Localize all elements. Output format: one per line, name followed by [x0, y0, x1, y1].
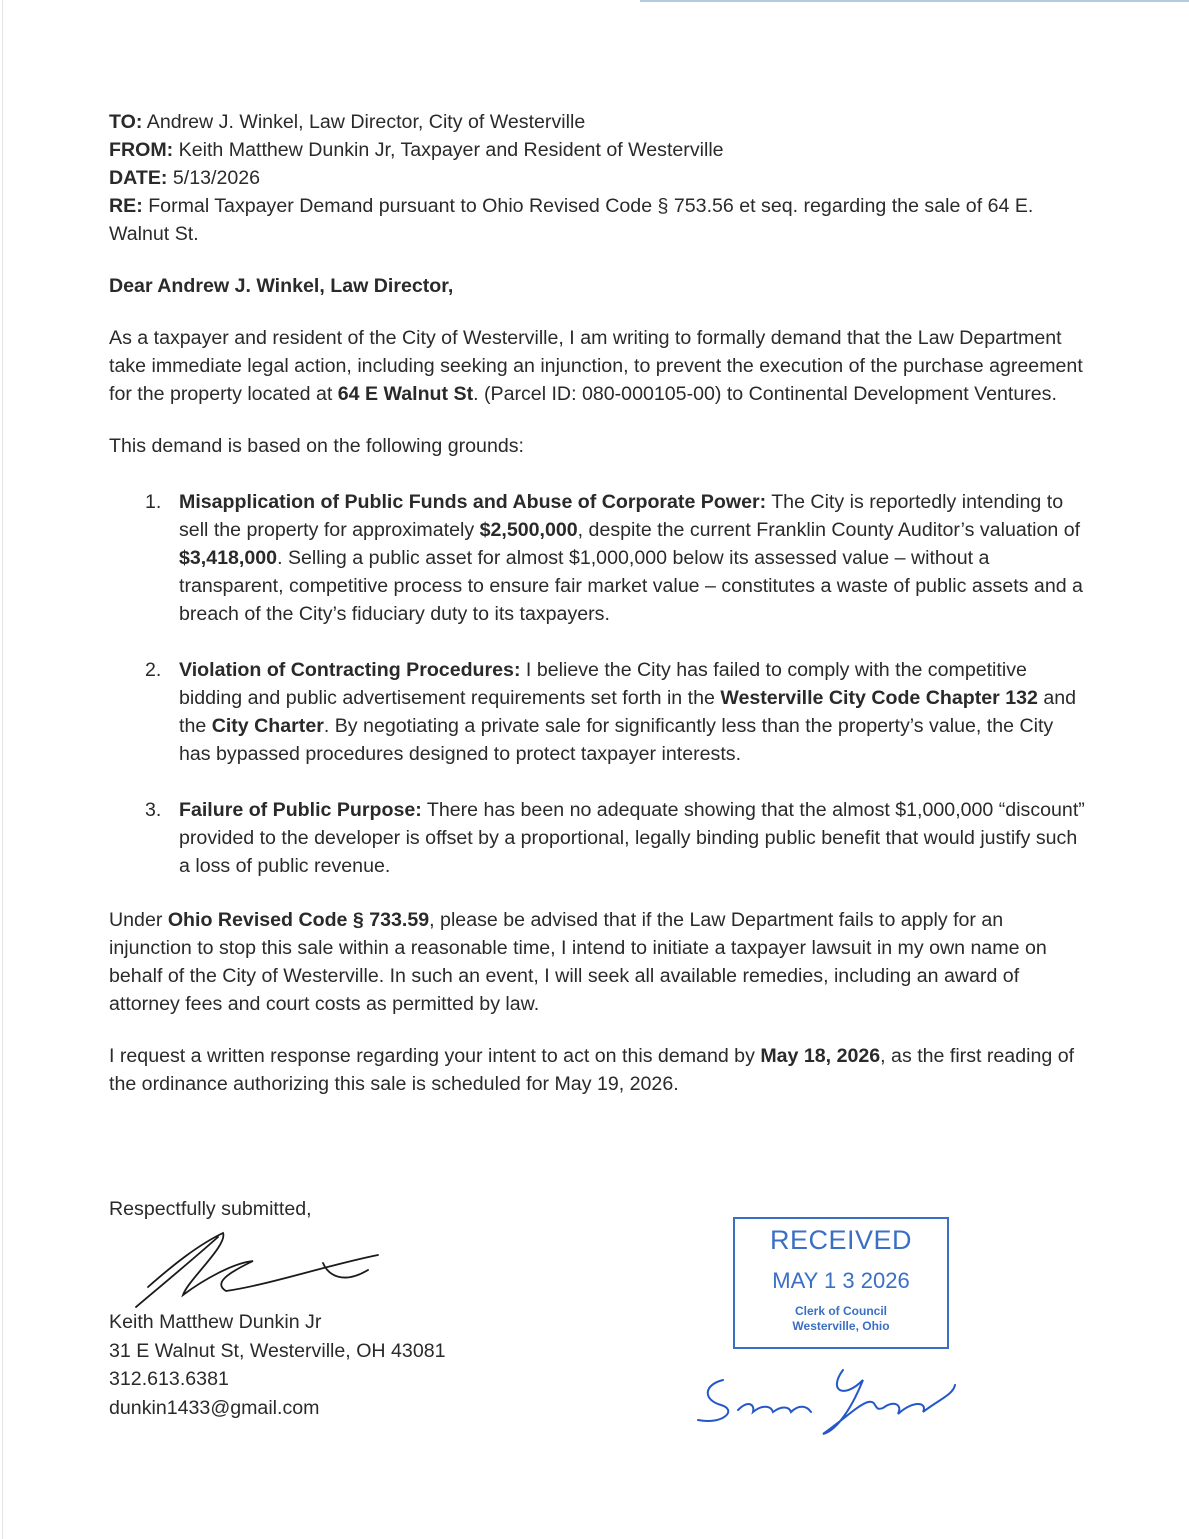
ground-text: and the — [179, 687, 1077, 737]
law-paragraph — [109, 906, 1089, 1018]
intro-paragraph — [109, 324, 1089, 408]
date-value: 5/13/2026 — [172, 167, 261, 189]
stamp-date: MAY 1 3 2026 — [772, 1268, 910, 1293]
law-text-2: , please be advised that if the Law Department fails to apply for an injunction to stop this sale within a reasonable time, I intend to initiate a taxpayer lawsuit in my own name on behalf of the City of Westerville. In such an event, I will seek all available remedies, including an award of attorney fees and court costs as permitted by law. — [109, 909, 1047, 1015]
ground-item-3 — [109, 796, 1089, 880]
re-value: Formal Taxpayer Demand pursuant to Ohio Revised Code § 753.56 et seq. regarding the sale of 64 E. Walnut St. — [109, 195, 1034, 245]
request-deadline: May 18, 2026 — [760, 1045, 881, 1067]
ground-bold: $2,500,000 — [479, 519, 578, 541]
ground-text: . By negotiating a private sale for significantly less than the property’s value, the City has bypassed procedures designed to protect taxpayer interests. — [179, 715, 1054, 765]
ground-bold: City Charter — [211, 715, 324, 737]
from-value: Keith Matthew Dunkin Jr, Taxpayer and Resident of Westerville — [178, 139, 724, 161]
handwritten-signature — [128, 1225, 408, 1315]
ground-item-1 — [109, 488, 1089, 628]
ground-text: . Selling a public asset for almost $1,000,000 below its assessed value – without a transparent, competitive process to ensure fair market value – constitutes a waste of public assets and a breach of the City’s fiduciary duty to its taxpayers. — [179, 547, 1083, 625]
ground-bold: Westerville City Code Chapter 132 — [720, 687, 1038, 709]
ground-title: Violation of Contracting Procedures: — [179, 659, 521, 681]
ground-title: Failure of Public Purpose: — [179, 799, 422, 821]
to-value: Andrew J. Winkel, Law Director, City of Westerville — [146, 111, 586, 133]
from-label: FROM: — [109, 139, 174, 161]
ground-bold: $3,418,000 — [179, 547, 278, 569]
date-line — [109, 164, 1089, 192]
law-citation: Ohio Revised Code § 733.59 — [167, 909, 430, 931]
intro-address: 64 E Walnut St — [337, 383, 474, 405]
ground-text: There has been no adequate showing that the almost $1,000,000 “discount” provided to the developer is offset by a proportional, legally binding public benefit that would justify such a loss of public revenue. — [179, 799, 1085, 877]
clerk-signature — [693, 1360, 963, 1440]
stamp-clerk — [735, 1304, 947, 1334]
grounds-intro: This demand is based on the following grounds: — [109, 435, 524, 457]
from-line — [109, 136, 1089, 164]
sender-phone: 312.613.6381 — [109, 1368, 229, 1390]
scan-edge-line — [640, 0, 1189, 2]
ground-text: , despite the current Franklin County Auditor’s valuation of — [577, 519, 1081, 541]
salutation: Dear Andrew J. Winkel, Law Director, — [109, 275, 454, 297]
stamp-clerk-line1: Clerk of Council — [794, 1304, 887, 1318]
to-label: TO: — [109, 111, 143, 133]
scan-edge-left — [2, 0, 3, 1539]
intro-text-2: . (Parcel ID: 080-000105-00) to Continental Development Ventures. — [473, 383, 1057, 405]
grounds-list — [109, 488, 1089, 880]
memo-header — [109, 108, 1089, 248]
ground-item-2 — [109, 656, 1089, 768]
law-text-1: Under — [109, 909, 168, 931]
to-line — [109, 108, 1089, 136]
request-text-2: , as the first reading of the ordinance authorizing this sale is scheduled for May 19, 2026. — [109, 1045, 1075, 1095]
sender-address: 31 E Walnut St, Westerville, OH 43081 — [109, 1339, 446, 1362]
sender-name: Keith Matthew Dunkin Jr — [109, 1311, 322, 1333]
ground-number: 3. — [145, 799, 162, 821]
stamp-title: RECEIVED — [769, 1225, 913, 1255]
ground-title: Misapplication of Public Funds and Abuse of Corporate Power: — [179, 491, 767, 513]
ground-text: The City is reportedly intending to sell the property for approximately — [179, 491, 1064, 541]
letter-body — [109, 108, 1089, 1098]
ground-number: 2. — [145, 659, 162, 681]
re-label: RE: — [109, 195, 143, 217]
request-text-1: I request a written response regarding your intent to act on this demand by — [109, 1045, 761, 1067]
request-paragraph — [109, 1042, 1089, 1098]
intro-text-1: As a taxpayer and resident of the City of Westerville, I am writing to formally demand that the Law Department take immediate legal action, including seeking an injunction, to prevent the execution of the purchase agreement for the property located at — [109, 327, 1083, 405]
re-line — [109, 192, 1089, 248]
date-label: DATE: — [109, 167, 168, 189]
ground-number: 1. — [145, 491, 162, 513]
closing-line: Respectfully submitted, — [109, 1198, 312, 1220]
received-stamp — [733, 1217, 949, 1349]
sender-email: dunkin1433@gmail.com — [109, 1396, 320, 1419]
stamp-clerk-line2: Westerville, Ohio — [792, 1319, 890, 1333]
sender-block — [109, 1308, 446, 1422]
ground-text: I believe the City has failed to comply with the competitive bidding and public advertisement requirements set forth in the — [179, 659, 1027, 709]
